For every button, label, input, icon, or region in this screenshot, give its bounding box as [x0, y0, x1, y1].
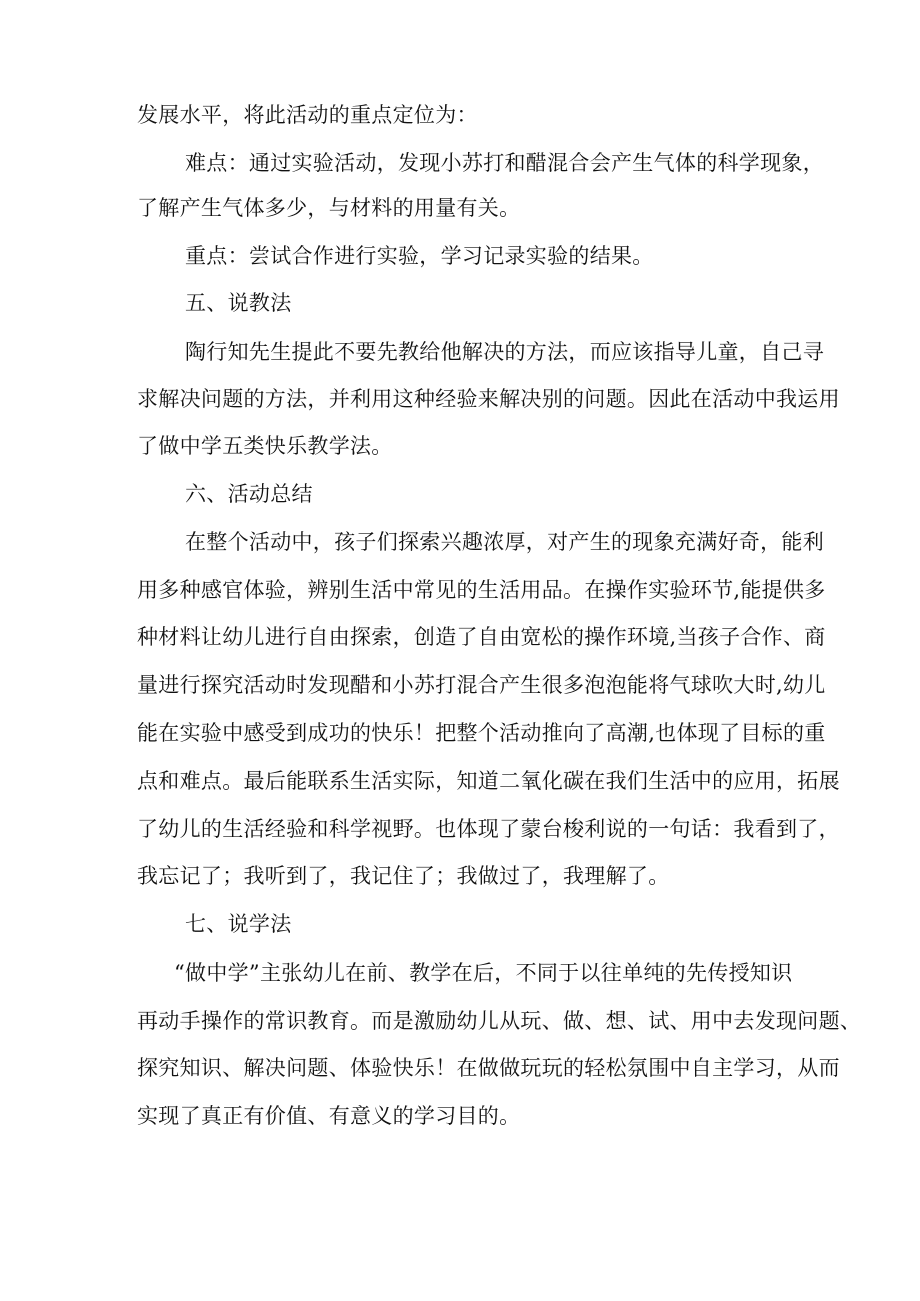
text-line: 陶行知先生提此不要先教给他解决的方法，而应该指导儿童，自己寻: [185, 340, 824, 364]
text-line: 点和难点。最后能联系生活实际，知道二氧化碳在我们生活中的应用，拓展: [137, 769, 840, 793]
text-line: 我忘记了；我听到了，我记住了；我做过了，我理解了。: [137, 864, 670, 888]
text-line: 了做中学五类快乐教学法。: [137, 434, 393, 458]
text-line: 能在实验中感受到成功的快乐！把整个活动推向了高潮,也体现了目标的重: [137, 721, 826, 745]
text-line: 了幼儿的生活经验和科学视野。也体现了蒙台梭利说的一句话：我看到了，: [137, 817, 840, 841]
text-line: “做中学”主张幼儿在前、教学在后，不同于以往单纯的先传授知识: [174, 961, 793, 985]
text-line: 了解产生气体多少，与材料的用量有关。: [137, 196, 521, 220]
text-line-difficulty: 难点：通过实验活动，发现小苏打和醋混合会产生气体的科学现象，: [185, 151, 824, 175]
text-line-key-point: 重点：尝试合作进行实验，学习记录实验的结果。: [185, 244, 654, 268]
section-heading-teaching-method: 五、说教法: [185, 291, 292, 315]
text-line: 发展水平，将此活动的重点定位为：: [137, 103, 478, 127]
text-line: 量进行探究活动时发现醋和小苏打混合产生很多泡泡能将气球吹大时,幼儿: [137, 673, 826, 697]
text-line: 在整个活动中，孩子们探索兴趣浓厚，对产生的现象充满好奇，能利: [185, 530, 824, 554]
section-heading-learning-method: 七、说学法: [185, 912, 292, 936]
text-line: 用多种感官体验，辨别生活中常见的生活用品。在操作实验环节,能提供多: [137, 578, 826, 602]
text-line: 实现了真正有价值、有意义的学习目的。: [137, 1104, 521, 1128]
text-line: 种材料让幼儿进行自由探索，创造了自由宽松的操作环境,当孩子合作、商: [137, 625, 826, 649]
section-heading-activity-summary: 六、活动总结: [185, 482, 313, 506]
text-line: 求解决问题的方法，并利用这种经验来解决别的问题。因此在活动中我运用: [137, 387, 840, 411]
text-line: 再动手操作的常识教育。而是激励幼儿从玩、做、想、试、用中去发现问题、: [137, 1009, 862, 1033]
text-line: 探究知识、解决问题、体验快乐！在做做玩玩的轻松氛围中自主学习，从而: [137, 1056, 840, 1080]
